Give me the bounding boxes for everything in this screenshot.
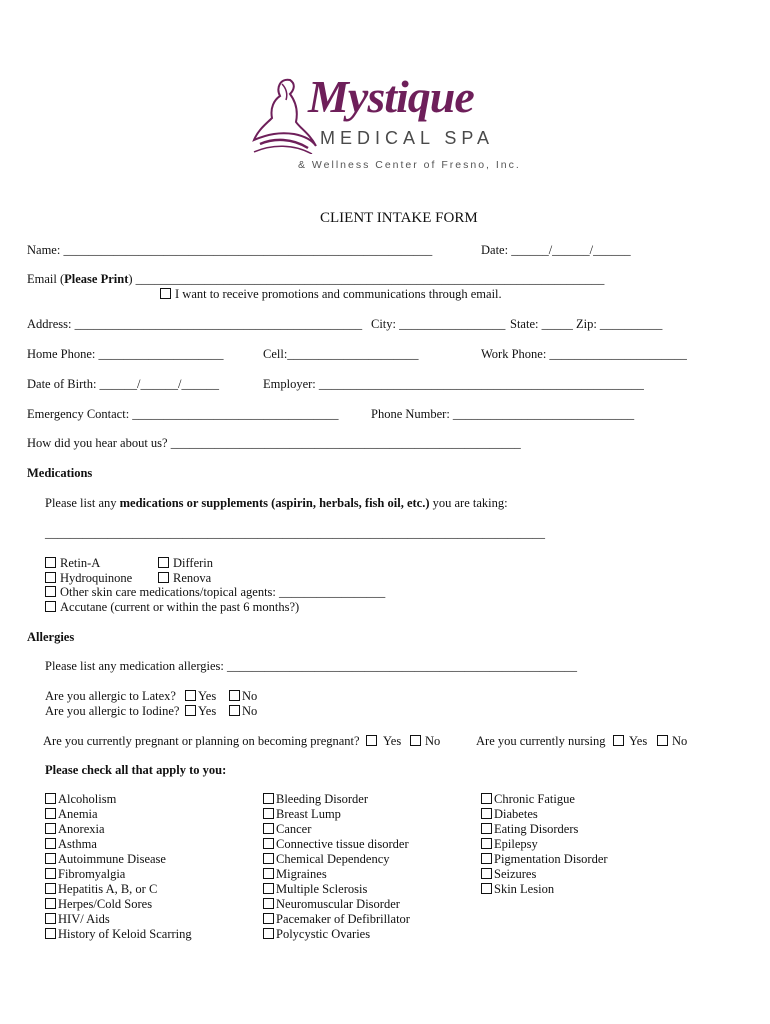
condition-item[interactable] — [45, 852, 166, 867]
condition-item[interactable] — [45, 927, 192, 942]
condition-checkbox[interactable] — [263, 808, 274, 819]
condition-checkbox[interactable] — [45, 928, 56, 939]
condition-label: Autoimmune Disease — [58, 852, 166, 866]
condition-item[interactable] — [263, 867, 327, 882]
condition-item[interactable] — [263, 912, 410, 927]
condition-checkbox[interactable] — [45, 823, 56, 834]
iodine-yes-label: Yes — [198, 704, 217, 718]
condition-checkbox[interactable] — [263, 913, 274, 924]
condition-label: Bleeding Disorder — [276, 792, 368, 806]
condition-checkbox[interactable] — [481, 853, 492, 864]
condition-item[interactable] — [45, 882, 157, 897]
condition-label: Eating Disorders — [494, 822, 579, 836]
condition-label: Cancer — [276, 822, 312, 836]
condition-item[interactable] — [481, 807, 538, 822]
pregnant-yes-checkbox[interactable] — [366, 735, 377, 746]
email-label: Email ( — [27, 272, 65, 286]
iodine-yes[interactable] — [185, 704, 216, 719]
dob-field[interactable]: Date of Birth: ______/______/______ — [27, 377, 219, 391]
medications-prompt-post: you are taking: — [429, 496, 508, 510]
condition-label: Diabetes — [494, 807, 538, 821]
condition-checkbox[interactable] — [481, 838, 492, 849]
condition-item[interactable] — [45, 912, 110, 927]
condition-label: Chemical Dependency — [276, 852, 390, 866]
condition-label: Multiple Sclerosis — [276, 882, 368, 896]
condition-item[interactable] — [481, 792, 575, 807]
condition-checkbox[interactable] — [263, 898, 274, 909]
hydroquinone-checkbox[interactable] — [45, 572, 56, 583]
conditions-heading: Please check all that apply to you: — [45, 763, 227, 777]
other-topical-label: Other skin care medications/topical agents: _________________ — [60, 585, 386, 599]
condition-item[interactable] — [45, 897, 152, 912]
condition-label: History of Keloid Scarring — [58, 927, 192, 941]
condition-label: Alcoholism — [58, 792, 117, 806]
condition-item[interactable] — [45, 867, 125, 882]
condition-item[interactable] — [481, 822, 578, 837]
condition-item[interactable] — [263, 822, 311, 837]
differin-option[interactable] — [158, 556, 213, 571]
iodine-no-checkbox[interactable] — [229, 705, 240, 716]
condition-item[interactable] — [481, 867, 536, 882]
phone-number-field[interactable]: Phone Number: _____________________________ — [371, 407, 635, 421]
city-field[interactable]: City: _________________ — [371, 317, 506, 331]
accutane-option[interactable] — [45, 600, 299, 615]
condition-checkbox[interactable] — [45, 808, 56, 819]
pregnant-no-checkbox[interactable] — [410, 735, 421, 746]
condition-checkbox[interactable] — [263, 853, 274, 864]
hear-about-field[interactable]: How did you hear about us? ________________________________________________________ — [27, 436, 521, 450]
email-optin-checkbox[interactable] — [160, 288, 171, 299]
condition-item[interactable] — [45, 807, 98, 822]
condition-checkbox[interactable] — [263, 883, 274, 894]
form-title: CLIENT INTAKE FORM — [320, 210, 478, 226]
condition-checkbox[interactable] — [45, 868, 56, 879]
logo-subtitle: MEDICAL SPA — [320, 128, 495, 148]
latex-no[interactable] — [229, 689, 257, 704]
hydroquinone-option[interactable] — [45, 571, 132, 586]
condition-item[interactable] — [263, 807, 341, 822]
condition-checkbox[interactable] — [481, 883, 492, 894]
condition-checkbox[interactable] — [263, 823, 274, 834]
home-phone-field[interactable]: Home Phone: ____________________ — [27, 347, 224, 361]
email-optin-label: I want to receive promotions and communications through email. — [175, 287, 502, 301]
condition-label: Pacemaker of Defibrillator — [276, 912, 410, 926]
renova-label: Renova — [173, 571, 212, 585]
condition-checkbox[interactable] — [263, 838, 274, 849]
condition-item[interactable] — [263, 882, 367, 897]
iodine-yes-checkbox[interactable] — [185, 705, 196, 716]
condition-item[interactable] — [481, 837, 538, 852]
condition-label: Anemia — [58, 807, 98, 821]
hydroquinone-label: Hydroquinone — [60, 571, 133, 585]
condition-checkbox[interactable] — [263, 928, 274, 939]
iodine-no[interactable] — [229, 704, 257, 719]
pregnant-question: Are you currently pregnant or planning on becoming pregnant? — [43, 734, 360, 748]
latex-yes-label: Yes — [198, 689, 217, 703]
condition-label: Anorexia — [58, 822, 105, 836]
nursing-no-label: No — [672, 734, 688, 748]
pregnant-yes-label: Yes — [383, 734, 402, 748]
work-phone-field[interactable]: Work Phone: ______________________ — [481, 347, 687, 361]
retin-a-option[interactable] — [45, 556, 100, 571]
condition-label: Seizures — [494, 867, 537, 881]
latex-yes-checkbox[interactable] — [185, 690, 196, 701]
other-topical-option[interactable] — [45, 585, 385, 600]
condition-item[interactable] — [263, 792, 368, 807]
state-zip-field[interactable]: State: _____ Zip: __________ — [510, 317, 663, 331]
renova-option[interactable] — [158, 571, 211, 586]
condition-checkbox[interactable] — [45, 913, 56, 924]
retin-a-checkbox[interactable] — [45, 557, 56, 568]
condition-label: Migraines — [276, 867, 327, 881]
condition-label: Hepatitis A, B, or C — [58, 882, 158, 896]
iodine-no-label: No — [242, 704, 258, 718]
condition-checkbox[interactable] — [481, 823, 492, 834]
allergies-heading: Allergies — [27, 630, 75, 644]
condition-checkbox[interactable] — [263, 868, 274, 879]
email-field[interactable] — [27, 272, 604, 287]
condition-checkbox[interactable] — [45, 898, 56, 909]
condition-label: Fibromyalgia — [58, 867, 126, 881]
condition-label: Epilepsy — [494, 837, 538, 851]
pregnant-yes[interactable] — [366, 734, 401, 749]
address-field[interactable]: Address: ______________________________________________ — [27, 317, 363, 331]
nursing-question: Are you currently nursing — [476, 734, 606, 748]
condition-label: Herpes/Cold Sores — [58, 897, 153, 911]
differin-checkbox[interactable] — [158, 557, 169, 568]
condition-checkbox[interactable] — [45, 838, 56, 849]
medications-prompt-bold: medications or supplements (aspirin, herbals, fish oil, etc.) — [119, 496, 430, 510]
condition-item[interactable] — [263, 927, 370, 942]
email-line: ) ___________________________________________________________________________ — [128, 272, 605, 286]
nursing-yes-checkbox[interactable] — [613, 735, 624, 746]
pregnant-no-label: No — [425, 734, 441, 748]
retin-a-label: Retin-A — [60, 556, 101, 570]
nursing-no[interactable] — [657, 734, 687, 749]
accutane-checkbox[interactable] — [45, 601, 56, 612]
condition-label: Skin Lesion — [494, 882, 555, 896]
latex-no-checkbox[interactable] — [229, 690, 240, 701]
condition-label: HIV/ Aids — [58, 912, 110, 926]
condition-item[interactable] — [263, 852, 390, 867]
iodine-question: Are you allergic to Iodine? — [45, 704, 180, 718]
condition-checkbox[interactable] — [45, 883, 56, 894]
logo-brand: Mystique — [308, 71, 474, 122]
condition-label: Connective tissue disorder — [276, 837, 409, 851]
condition-item[interactable] — [45, 837, 97, 852]
condition-label: Polycystic Ovaries — [276, 927, 371, 941]
medications-prompt-pre: Please list any — [45, 496, 120, 510]
latex-no-label: No — [242, 689, 258, 703]
allergies-prompt[interactable]: Please list any medication allergies: ________________________________________________________ — [45, 659, 578, 673]
condition-item[interactable] — [481, 852, 608, 867]
cell-field[interactable]: Cell:_____________________ — [263, 347, 419, 361]
medications-line[interactable]: ________________________________________________________________________________ — [45, 526, 545, 540]
medications-heading: Medications — [27, 466, 93, 480]
email-label-bold: Please Print — [64, 272, 129, 286]
condition-checkbox[interactable] — [481, 868, 492, 879]
condition-item[interactable] — [263, 897, 400, 912]
condition-checkbox[interactable] — [45, 793, 56, 804]
condition-label: Pigmentation Disorder — [494, 852, 608, 866]
condition-checkbox[interactable] — [481, 808, 492, 819]
condition-label: Neuromuscular Disorder — [276, 897, 400, 911]
condition-checkbox[interactable] — [45, 853, 56, 864]
employer-field[interactable]: Employer: ____________________________________________________ — [263, 377, 644, 391]
condition-label: Chronic Fatigue — [494, 792, 575, 806]
other-topical-checkbox[interactable] — [45, 586, 56, 597]
emergency-contact-field[interactable]: Emergency Contact: _________________________________ — [27, 407, 339, 421]
differin-label: Differin — [173, 556, 214, 570]
condition-item[interactable] — [45, 822, 105, 837]
nursing-yes[interactable] — [613, 734, 647, 749]
latex-yes[interactable] — [185, 689, 216, 704]
condition-checkbox[interactable] — [263, 793, 274, 804]
condition-item[interactable] — [263, 837, 409, 852]
medications-prompt — [45, 496, 508, 511]
name-field[interactable]: Name: ___________________________________________________________ — [27, 243, 433, 257]
accutane-label: Accutane (current or within the past 6 months?) — [60, 600, 300, 614]
nursing-yes-label: Yes — [629, 734, 648, 748]
pregnant-no[interactable] — [410, 734, 440, 749]
condition-checkbox[interactable] — [481, 793, 492, 804]
logo — [250, 70, 560, 180]
condition-item[interactable] — [45, 792, 116, 807]
date-field[interactable]: Date: ______/______/______ — [481, 243, 631, 257]
condition-item[interactable] — [481, 882, 554, 897]
email-optin[interactable] — [160, 287, 502, 302]
latex-question: Are you allergic to Latex? — [45, 689, 176, 703]
condition-label: Asthma — [58, 837, 97, 851]
renova-checkbox[interactable] — [158, 572, 169, 583]
logo-tagline: & Wellness Center of Fresno, Inc. — [298, 159, 521, 171]
condition-label: Breast Lump — [276, 807, 341, 821]
nursing-no-checkbox[interactable] — [657, 735, 668, 746]
